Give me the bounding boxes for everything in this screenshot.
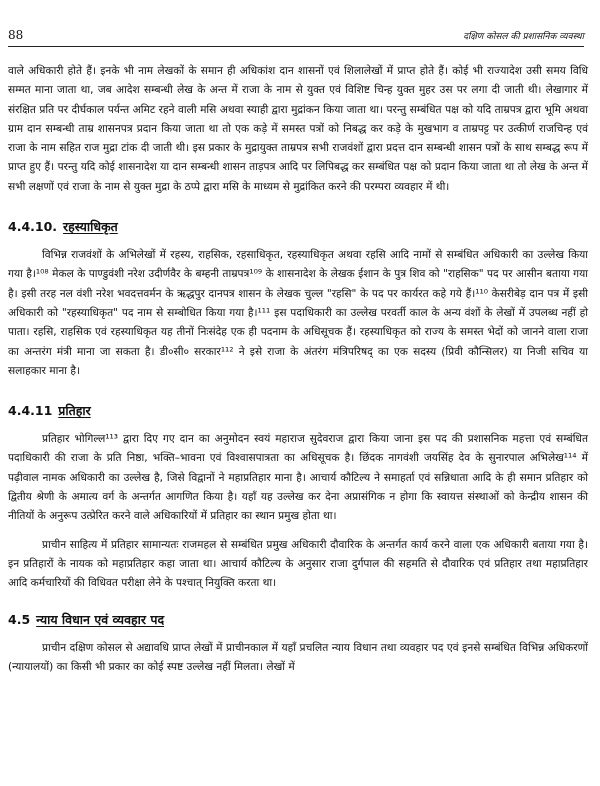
- paragraph-nyaya-vidhan: प्राचीन दक्षिण कोसल से अद्यावधि प्राप्त लेखों में प्राचीनकाल में यहाँ प्रचलित न्याय विधान तथा व्यवहार पद एवं इनसे सम्बंधित विभिन्न अधिकरणों (न्यायालयों) का किसी भी प्रकार का कोई स्पष्ट उल्लेख नहीं मिलता। लेखों में: [8, 641, 588, 673]
- page-header: [8, 28, 584, 47]
- section-number: 4.4.10.: [8, 219, 58, 235]
- section-title: न्याय विधान एवं व्यवहार पद: [36, 611, 165, 627]
- page-body: [8, 62, 588, 686]
- section-heading-rahasyadhikrit: [8, 218, 588, 236]
- section-title: प्रतिहार: [58, 403, 91, 419]
- section-title: रहस्याधिकृत: [63, 219, 118, 235]
- section-number: 4.5: [8, 611, 31, 627]
- running-title: दक्षिण कोसल की प्रशासनिक व्यवस्था: [463, 32, 584, 42]
- page-number: 88: [8, 28, 24, 42]
- paragraph-pratihar-2: प्राचीन साहित्य में प्रतिहार सामान्यतः राजमहल से सम्बंधित प्रमुख अधिकारी दौवारिक के अन्तर्गत कार्य करने वाला एक अधिकारी बताया गया है। इन प्रतिहारों के नायक को महाप्रतिहार कहा जाता था। आचार्य कौटिल्य के अनुसार राजा दुर्गपाल की सहमति से दौवारिक एवं प्रतिहार तथा महाप्रतिहार आदि कर्मचारियों की विधिवत परीक्षा लेने के पश्चात् नियुक्ति करता था।: [8, 538, 588, 590]
- section-heading-nyaya-vidhan: [8, 611, 588, 629]
- paragraph-rahasyadhikrit: विभिन्न राजवंशों के अभिलेखों में रहस्य, राहसिक, रहसाधिकृत, रहस्याधिकृत अथवा रहसि आदि नामों से सम्बंधित अधिकारी का उल्लेख किया गया है।¹⁰⁸ मेकल के पाण्डुवंशी नरेश उदीर्णवैर के बम्हनी ताम्रपत्र¹⁰⁹ के शासनादेश के लेखक ईशान के पुत्र शिव को "राहसिक" पद पर आसीन बताया गया है। इसी तरह नल वंशी नरेश भवदत्तवर्मन के ऋद्धपुर दानपत्र शासन के लेखक चुल्ल "रहसि" के पद पर कार्यरत कहे गये हैं।¹¹⁰ केसरीबेड़ दान पत्र में इसी अधिकारी को "रहस्याधिकृत" पद नाम से सम्बोधित किया गया है।¹¹¹ इस पदाधिकारी का उल्लेख परवर्ती काल के अन्य वंशों के लेखों में उपलब्ध नहीं हो पाता। रहसि, राहसिक एवं रहस्याधिकृत यह तीनों निःसंदेह एक ही पदनाम के अधिसूचक हैं। रहस्याधिकृत को राज्य के समस्त भेदों को जानने वाला राजा का अन्तरंग मंत्री माना जा सकता है। डी०सी० सरकार¹¹² ने इसे राजा के अंतरंग मंत्रिपरिषद् का एक सदस्य (प्रिवी कौन्सिलर) या निजी सचिव या सलाहकार माना है।: [8, 249, 588, 377]
- section-heading-pratihar: [8, 402, 588, 420]
- section-number: 4.4.11: [8, 403, 53, 419]
- paragraph-pratihar-1: प्रतिहार भोगिल्ल¹¹³ द्वारा दिए गए दान का अनुमोदन स्वयं महाराज सुदेवराज द्वारा किया जाना इस पद की प्रशासनिक महत्ता एवं सम्बंधित पदाधिकारी की राजा के प्रति निष्ठा, भक्ति–भावना एवं विश्वासपात्रता का अधिसूचक है। छिंदक नागवंशी जयसिंह देव के सुनारपाल अभिलेख¹¹⁴ में पढ़ीवाल नामक अधिकारी का उल्लेख है, जिसे विद्वानों ने महाप्रतिहार माना है। आचार्य कौटिल्य ने समाहर्ता एवं सन्निधाता आदि के ही समान प्रतिहार को द्वितीय श्रेणी के अमात्य वर्ग के अन्तर्गत आगणित किया है। यहाँ यह उल्लेख कर देना अप्रासंगिक न होगा कि स्वायत्त संस्थाओं को केन्द्रीय शासन की नीतियों के अनुरूप उत्प्रेरित करने वाले अधिकारियों में प्रतिहार का स्थान प्रमुख होता था।: [8, 433, 588, 523]
- paragraph-seal-practice: वाले अधिकारी होते हैं। इनके भी नाम लेखकों के समान ही अधिकांश दान शासनों एवं शिलालेखों में प्राप्त होते हैं। कोई भी राज्यादेश उसी समय विधि सम्मत माना जाता था, जब आदेश सम्बन्धी लेख के अन्त में राजा के नाम से युक्त एवं विशिष्ट चिन्ह युक्त मुहर उस पर लगा दी जाती थी। लेखागार में संरक्षित प्रति पर दीर्घकाल पर्यन्त अमिट रहने वाली मसि अथवा स्याही द्वारा मुद्रांकन किया जाता था। परन्तु सम्बंधित पक्ष को यदि ताम्रपत्र द्वारा भूमि अथवा ग्राम दान सम्बन्धी ताम्र शासनपत्र प्रदान किया जाता था तो एक कड़े में समस्त पत्रों को निबद्ध कर कड़े के मुखभाग व ताम्रपट्ट पर उत्कीर्ण राजचिन्ह एवं राजा के नाम सहित राज मुद्रा टांक दी जाती थी। इस प्रकार के मुद्रायुक्त ताम्रपत्र सभी राजवंशों द्वारा प्रदत्त दान सम्बन्धी शासन पत्रों के साथ सम्बद्ध रूप में प्राप्त हुए हैं। परन्तु यदि कोई शासनादेश या दान सम्बन्धी शासन ताड़पत्र आदि पर लिपिबद्ध कर सम्बंधित पक्ष को प्रदान किया जाता था तो लेख के अन्त में सभी लक्षणों एवं राजा के नाम से युक्त मुद्रा के ठप्पे द्वारा मसि के माध्यम से मुद्रांकित करने की परम्परा व्यवहार में थी।: [8, 65, 588, 193]
